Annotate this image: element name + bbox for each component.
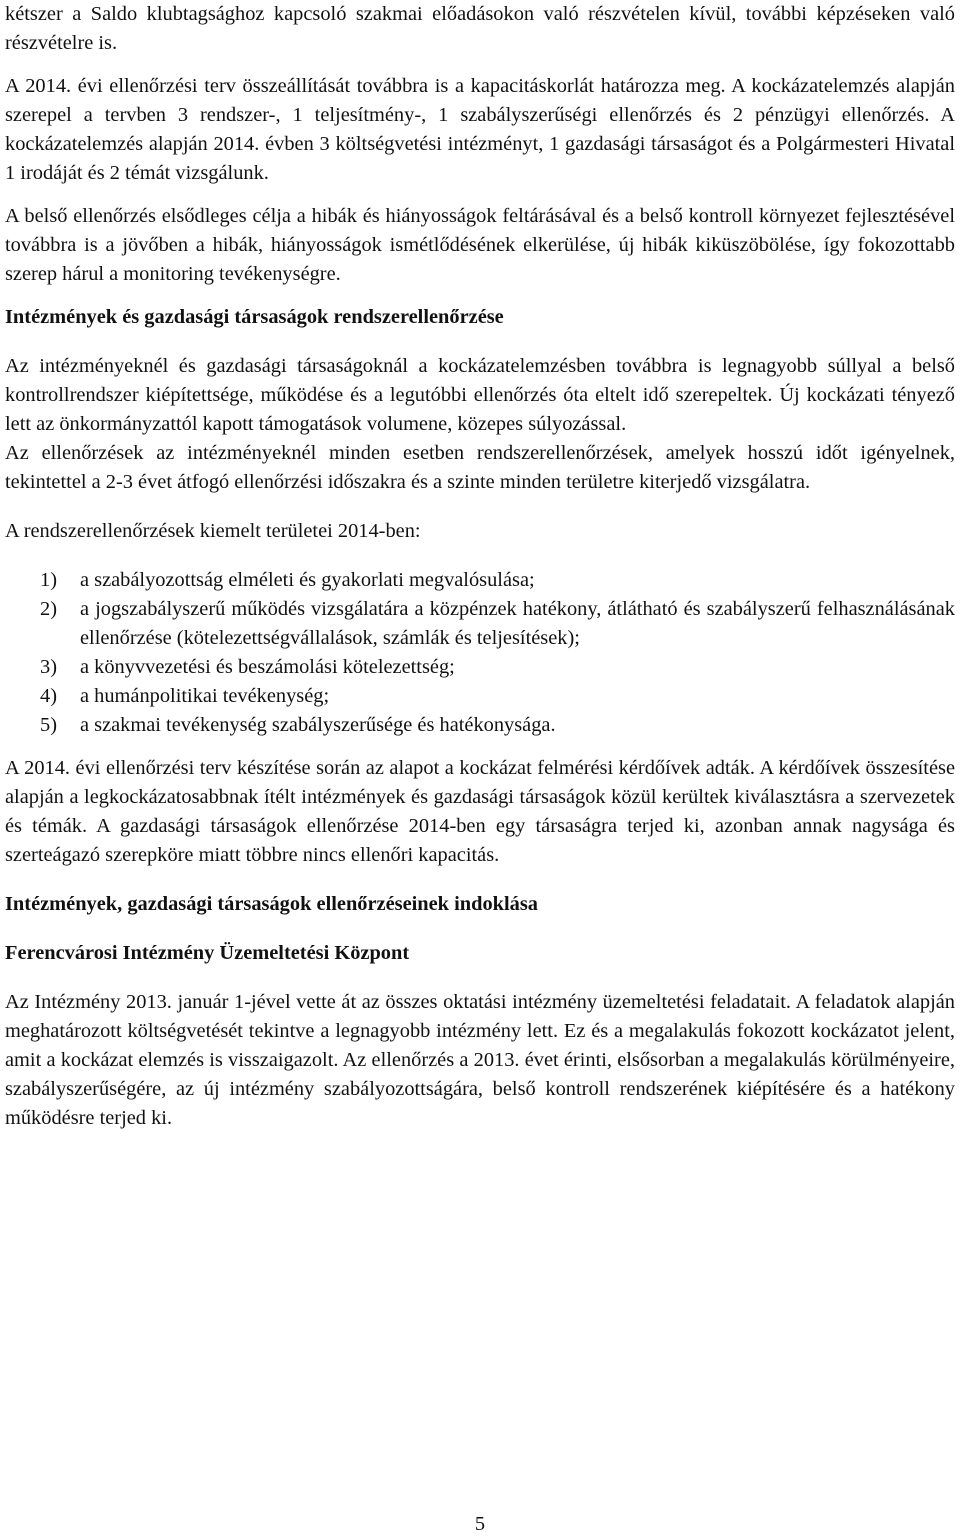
paragraph-training: kétszer a Saldo klubtagsághoz kapcsoló szakmai előadásokon való részvételen kívül, további képzéseken való részvételre is.: [5, 3, 955, 54]
list-item: [5, 595, 955, 653]
paragraph-risk-analysis: Az intézményeknél és gazdasági társaságoknál a kockázatelemzésben továbbra is legnagyobb súllyal a belső kontrollrendszer kiépítettsége, működése és a legutóbbi ellenőrzés óta eltelt idő szerepeltek. Új kockázati tényező lett az önkormányzattól kapott támogatások volumene, közepes súlyozással.: [5, 355, 955, 435]
list-item-text: a szakmai tevékenység szabályszerűsége és hatékonysága.: [80, 714, 556, 736]
list-item-number: 2): [40, 598, 57, 620]
list-item-number: 5): [40, 714, 57, 736]
paragraph-internal-audit-goal: A belső ellenőrzés elsődleges célja a hibák és hiányosságok feltárásával és a belső kontroll környezet fejlesztésével továbbra is a jövőben a hibák, hiányosságok ismétlődésének elkerülése, új hibák kiküszöbölése, így fokozottabb szerep hárul a monitoring tevékenységre.: [5, 205, 955, 285]
list-item-text: a humánpolitikai tevékenység;: [80, 685, 330, 707]
paragraph-institution-details: Az Intézmény 2013. január 1-jével vette át az összes oktatási intézmény üzemeltetési feladatait. A feladatok alapján meghatározott költségvetését tekintve a legnagyobb intézmény lett. Ez és a megalakulás fokozott kockázatot jelent, amit a kockázat elemzés is visszaigazolt. Az ellenőrzés a 2013. évet érinti, elsősorban a megalakulás körülményeire, szabályszerűségére, az új intézmény szabályozottságára, belső kontroll rendszerének kiépítésére és a hatékony működésre terjed ki.: [5, 991, 955, 1129]
list-item: [5, 682, 955, 711]
priority-areas-list: [5, 566, 955, 740]
paragraph-priority-areas-intro: A rendszerellenőrzések kiemelt területei 2014-ben:: [5, 520, 421, 542]
list-item: [5, 653, 955, 682]
heading-system-audits: Intézmények és gazdasági társaságok rendszerellenőrzése: [5, 306, 504, 328]
list-item: [5, 566, 955, 595]
list-item-number: 4): [40, 685, 57, 707]
paragraph-audit-plan: A 2014. évi ellenőrzési terv összeállítását továbbra is a kapacitáskorlát határozza meg. A kockázatelemzés alapján szerepel a tervben 3 rendszer-, 1 teljesítmény-, 1 szabályszerűségi ellenőrzés és 2 pénzügyi ellenőrzés. A kockázatelemzés alapján 2014. évben 3 költségvetési intézményt, 1 gazdasági társaságot és a Polgármesteri Hivatal 1 irodáját és 2 témát vizsgálunk.: [5, 75, 955, 184]
heading-audit-justification: Intézmények, gazdasági társaságok ellenőrzéseinek indoklása: [5, 893, 538, 915]
paragraph-plan-preparation: A 2014. évi ellenőrzési terv készítése során az alapot a kockázat felmérési kérdőívek adták. A kérdőívek összesítése alapján a legkockázatosabbnak ítélt intézmények és gazdasági társaságok közül kerültek kiválasztásra a szervezetek és témák. A gazdasági társaságok ellenőrzése 2014-ben egy társaságra terjed ki, azonban annak nagysága és szerteágazó szerepköre miatt többre nincs ellenőri kapacitás.: [5, 757, 955, 866]
paragraph-system-audit-scope: Az ellenőrzések az intézményeknél minden esetben rendszerellenőrzések, amelyek hosszú időt igényelnek, tekintettel a 2-3 évet átfogó ellenőrzési időszakra és a szinte minden területre kiterjedő vizsgálatra.: [5, 442, 955, 493]
list-item-number: 1): [40, 569, 57, 591]
list-item-text: a szabályozottság elméleti és gyakorlati megvalósulása;: [80, 569, 535, 591]
document-page: [5, 0, 955, 1133]
heading-institution-name: Ferencvárosi Intézmény Üzemeltetési Központ: [5, 942, 410, 964]
list-item-text: a könyvvezetési és beszámolási kötelezettség;: [80, 656, 455, 678]
page-number: 5: [474, 1513, 486, 1535]
list-item-number: 3): [40, 656, 57, 678]
list-item: [5, 711, 955, 740]
list-item-text: a jogszabályszerű működés vizsgálatára a közpénzek hatékony, átlátható és szabályszerű felhasználásának ellenőrzése (kötelezettségvállalások, számlák és teljesítések);: [80, 598, 955, 649]
